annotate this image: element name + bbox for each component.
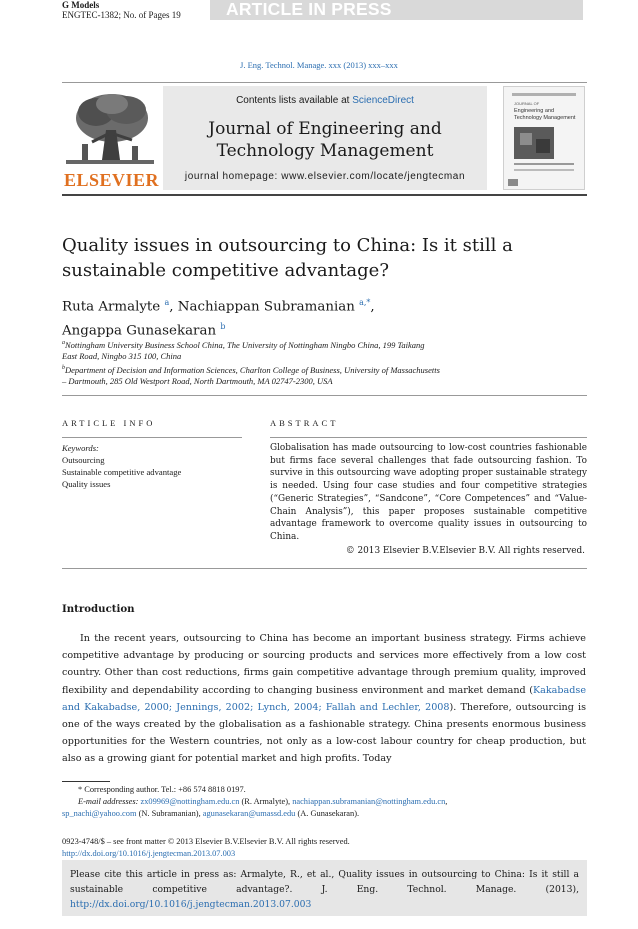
article-info-heading: ARTICLE INFO — [62, 418, 156, 428]
affiliation-b-line2: – Dartmouth, 285 Old Westport Road, North Dartmouth, MA 02747-2300, USA — [62, 376, 333, 387]
author-name: Ruta Armalyte — [62, 299, 161, 315]
article-info-rule — [62, 437, 242, 438]
affiliation-a-line2: East Road, Ningbo 315 100, China — [62, 351, 182, 362]
tree-icon — [62, 90, 158, 168]
footnotes — [62, 784, 586, 820]
cover-image-icon — [504, 87, 584, 189]
doi-link[interactable]: http://dx.doi.org/10.1016/j.jengtecman.2013.07.003 — [62, 849, 236, 858]
author-affil-link[interactable]: b — [220, 322, 226, 332]
homepage-url-link[interactable]: www.elsevier.com/locate/jengtecman — [281, 171, 466, 182]
email-link[interactable]: nachiappan.subramanian@nottingham.edu.cn — [292, 797, 446, 806]
introduction-paragraph — [62, 630, 586, 768]
abstract-rule — [270, 437, 587, 438]
corresponding-author-note: * Corresponding author. Tel.: +86 574 8818 0197. — [78, 785, 246, 794]
masthead-top-rule — [62, 82, 587, 83]
intro-text-part1: In the recent years, outsourcing to China has become an important business strategy. Firms achieve competitive advantage by producing or sourcing products and services more effectively from a low cost country. Other than cost reductions, firms gain competitive advantage through premium quality, improved flexibility and dependability according to changing business environment and market demand ( — [62, 633, 586, 696]
keyword-item: Quality issues — [62, 479, 111, 489]
issn-block — [62, 836, 586, 860]
intro-text-part2: ). Therefore, outsourcing is one of the ways created by the globalisation as a fashionable strategy. China presents enormous business opportunities for the Western countries, not only as a low-cost labour country for cheap production, but also as a growing giant for potential market and high profits. Today — [62, 701, 586, 765]
cite-doi-link[interactable]: http://dx.doi.org/10.1016/j.jengtecman.2013.07.003 — [70, 899, 312, 910]
info-top-rule — [62, 395, 587, 396]
abstract-heading: ABSTRACT — [270, 418, 339, 428]
masthead-bottom-rule — [62, 194, 587, 196]
abstract-copyright: © 2013 Elsevier B.V.Elsevier B.V. All rights reserved. — [345, 546, 585, 556]
email-owner: (R. Armalyte), — [239, 797, 293, 806]
models-label: G Models — [62, 0, 100, 10]
author-affil-link[interactable]: a,* — [359, 298, 371, 307]
contents-lists-line — [163, 95, 487, 106]
affil-marker: a — [62, 340, 65, 346]
section-heading-introduction: Introduction — [62, 603, 135, 615]
keyword-item: Outsourcing — [62, 455, 105, 465]
affiliations — [62, 338, 492, 388]
keywords-label: Keywords: — [62, 443, 99, 453]
article-in-press-label: ARTICLE IN PRESS — [226, 0, 392, 19]
author-list: Ruta Armalyte $^a$, Nachiappan Subramanian $^{a,*}$, Angappa Gunasekaran $^b$ — [62, 298, 375, 339]
email-label: E-mail addresses: — [78, 797, 139, 806]
footnote-rule — [62, 781, 110, 782]
abstract-text: Globalisation has made outsourcing to low-cost countries fashionable but firms face several challenges that fade outsourcing fashion. To survive in this outsourcing wave adopting proper sustainable strategy is needed. Using four case studies and four competitive strategies (“Generic Strategies”, “Sandcone”, “Core Competences” and “Value-Chain Analysis”), this paper proposes sustainable competitive advantage framework to overcome quality issues in outsourcing to China. — [270, 443, 587, 542]
cover-title-line3: Technology Management — [514, 115, 576, 121]
journal-cover-thumbnail — [503, 86, 585, 190]
contents-prefix: Contents lists available at — [236, 95, 353, 106]
journal-title-line1: Journal of Engineering and — [208, 119, 442, 139]
issn-line: 0923-4748/$ – see front matter © 2013 Elsevier B.V.Elsevier B.V. All rights reserved. — [62, 837, 350, 846]
affil-marker: b — [62, 365, 65, 372]
affiliation-a-line1: Nottingham University Business School China, The University of Nottingham Ningbo China, 199 Taikang — [65, 339, 425, 350]
manuscript-meta — [62, 0, 181, 20]
affiliation-b-line1: Department of Decision and Information Sciences, Charlton College of Business, University of Massachusetts — [65, 364, 440, 375]
email-separator: , — [445, 797, 448, 806]
journal-citation-line[interactable]: J. Eng. Technol. Manage. xxx (2013) xxx–xxx — [240, 60, 398, 70]
author-name: Angappa Gunasekaran — [62, 323, 217, 339]
publisher-wordmark: ELSEVIER — [64, 170, 160, 190]
cover-title-line1: JOURNAL OF — [514, 101, 540, 106]
article-title — [62, 233, 522, 283]
homepage-prefix: journal homepage: — [184, 171, 282, 182]
sciencedirect-link[interactable]: ScienceDirect — [352, 95, 414, 106]
email-link[interactable]: agunasekaran@umassd.edu — [202, 809, 296, 818]
article-title-line1: Quality issues in outsourcing to China: Is it still a — [62, 235, 513, 256]
journal-homepage-line — [163, 171, 487, 182]
article-title-line2: sustainable competitive advantage? — [62, 260, 389, 281]
abstract-bottom-rule — [62, 568, 587, 569]
journal-title-line2: Technology Management — [216, 141, 434, 161]
keyword-item: Sustainable competitive advantage — [62, 467, 182, 477]
journal-title — [163, 118, 487, 162]
email-owner: (N. Subramanian), — [136, 809, 203, 818]
email-link[interactable]: zx09969@nottingham.edu.cn — [140, 797, 240, 806]
cite-text: Please cite this article in press as: Armalyte, R., et al., Quality issues in outsourcing to China: Is it still a sustainable competitive advantage?. J. Eng. Technol. Manage. (2013), — [70, 869, 579, 895]
email-owner: (A. Gunasekaran). — [295, 809, 360, 818]
reference-links[interactable]: Kakabadse and Kakabadse, 2000; Jennings, 2002; Lynch, 2004; Fallah and Lechler, 2008 — [62, 684, 586, 713]
manuscript-id: ENGTEC-1382; No. of Pages 19 — [62, 10, 181, 20]
cover-title-line2: Engineering and — [514, 108, 555, 114]
cite-this-article-box — [62, 860, 587, 916]
keywords-block — [62, 442, 181, 490]
author-affil-link[interactable]: a — [164, 298, 170, 307]
author-name: Nachiappan Subramanian — [177, 299, 355, 315]
email-link[interactable]: sp_nachi@yahoo.com — [62, 809, 137, 818]
